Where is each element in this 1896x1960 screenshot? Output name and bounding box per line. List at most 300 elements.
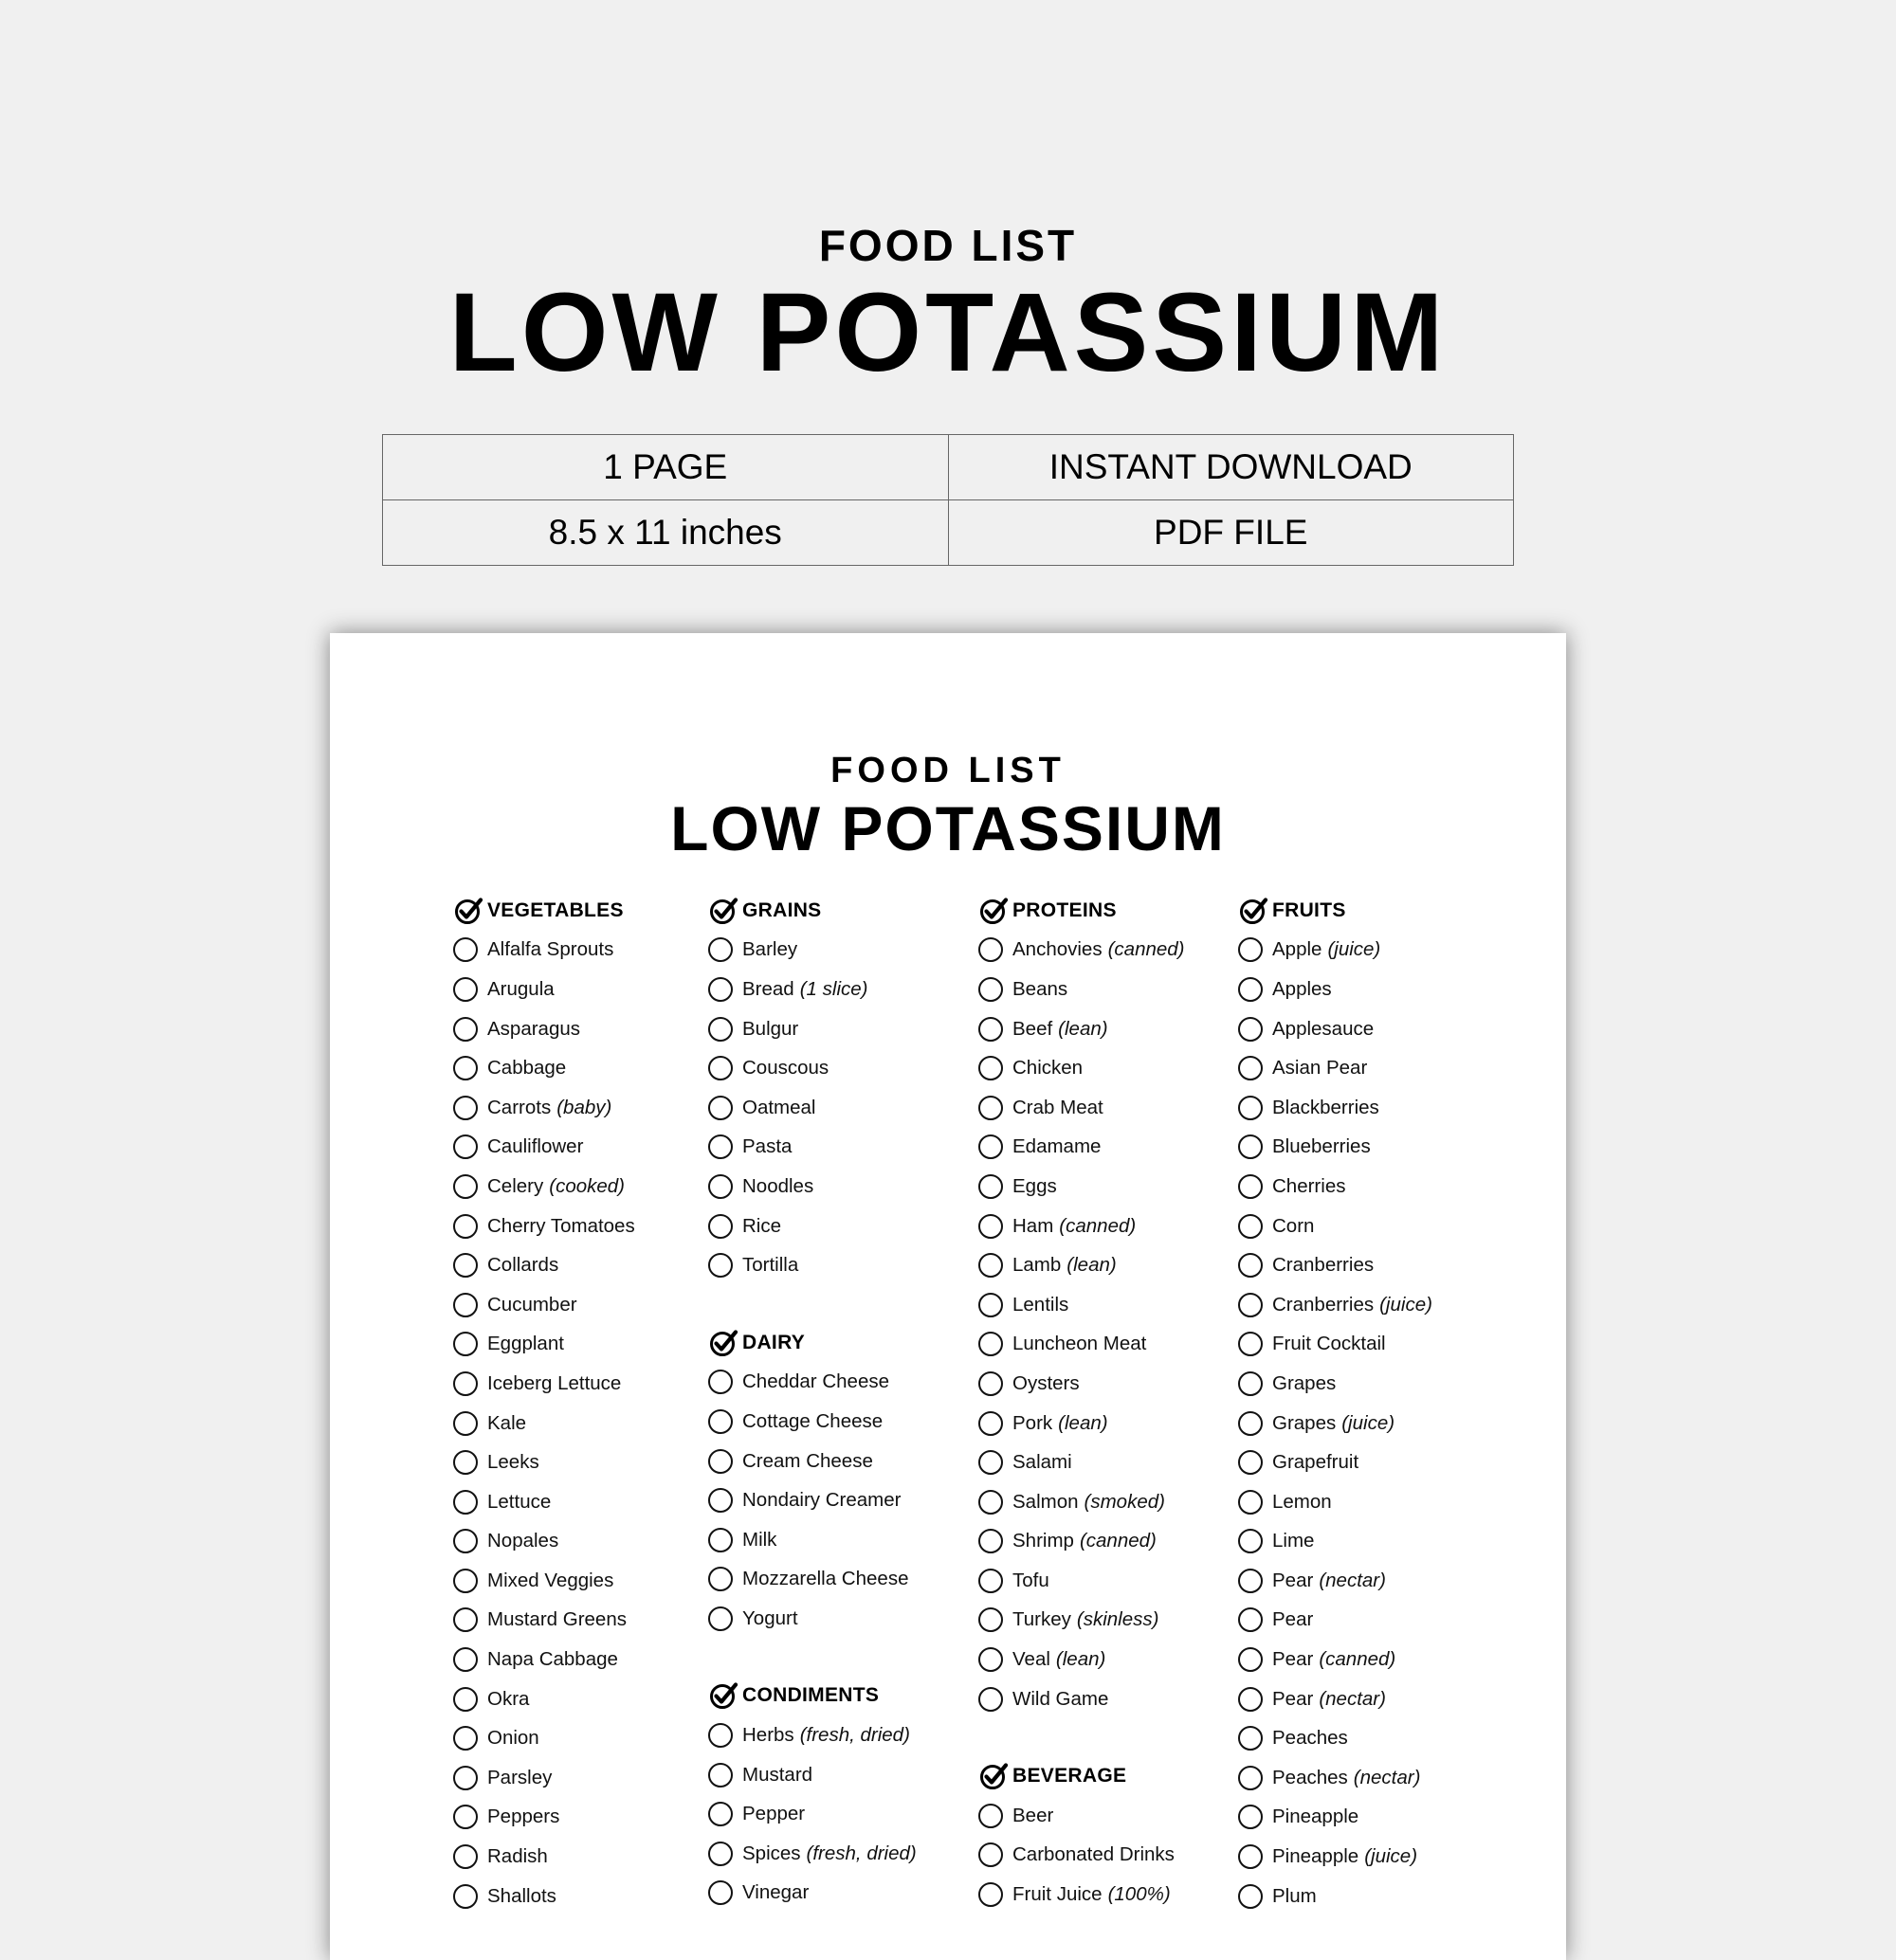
item-name: Okra (487, 1687, 530, 1710)
checklist-item[interactable] (708, 1560, 917, 1600)
checklist-item[interactable] (978, 1836, 1185, 1876)
checklist-item[interactable] (1238, 1640, 1432, 1679)
checkbox-circle-icon[interactable] (708, 1528, 733, 1552)
checkbox-circle-icon[interactable] (453, 1766, 478, 1790)
item-name: Pasta (742, 1135, 793, 1158)
checkbox-circle-icon[interactable] (978, 977, 1003, 1002)
checklist-item[interactable] (708, 1874, 917, 1914)
checklist-item[interactable] (453, 1601, 635, 1641)
hero-kicker: FOOD LIST (818, 221, 1078, 270)
checkbox-circle-icon[interactable] (708, 1842, 733, 1866)
circle-check-icon (708, 1680, 738, 1711)
checklist-item[interactable] (1238, 1207, 1432, 1246)
food-section (708, 1323, 917, 1639)
checkbox-circle-icon[interactable] (978, 1804, 1003, 1828)
checkbox-circle-icon[interactable] (1238, 1569, 1263, 1593)
item-name: Bulgur (742, 1017, 799, 1040)
item-name: Nondairy Creamer (742, 1489, 902, 1512)
checkbox-circle-icon[interactable] (978, 1293, 1003, 1317)
item-name: Lentils (1012, 1293, 1069, 1316)
checklist-item[interactable] (453, 1245, 635, 1285)
checkbox-circle-icon[interactable] (453, 1056, 478, 1080)
checklist-item[interactable] (708, 931, 917, 971)
item-name: Mustard Greens (487, 1608, 627, 1631)
checkbox-circle-icon[interactable] (978, 1017, 1003, 1042)
checklist-item[interactable] (1238, 1404, 1432, 1443)
checkbox-circle-icon[interactable] (1238, 1490, 1263, 1515)
checkbox-circle-icon[interactable] (978, 1490, 1003, 1515)
checklist-item[interactable] (1238, 1482, 1432, 1522)
item-note: (lean) (1055, 1648, 1106, 1671)
item-name: Pork (1012, 1411, 1053, 1434)
checkbox-circle-icon[interactable] (1238, 1411, 1263, 1436)
checklist-item[interactable] (1238, 1679, 1432, 1719)
checklist-item[interactable] (453, 1561, 635, 1601)
checkbox-circle-icon[interactable] (453, 1253, 478, 1278)
checklist-item[interactable] (978, 1245, 1185, 1285)
item-name: Turkey (1012, 1608, 1071, 1631)
item-name: Oatmeal (742, 1096, 816, 1118)
checklist-item[interactable] (708, 1167, 917, 1207)
checklist-item[interactable] (453, 1364, 635, 1404)
checklist-item[interactable] (1238, 1009, 1432, 1049)
checklist-item[interactable] (978, 1207, 1185, 1246)
checkbox-circle-icon[interactable] (708, 1488, 733, 1513)
checkbox-circle-icon[interactable] (708, 1606, 733, 1631)
checklist-item[interactable] (978, 1875, 1185, 1915)
item-name: Lemon (1272, 1490, 1332, 1513)
document-kicker: FOOD LIST (830, 751, 1066, 790)
checklist-item[interactable] (978, 1561, 1185, 1601)
checkbox-circle-icon[interactable] (1238, 1134, 1263, 1159)
checklist-item[interactable] (708, 1128, 917, 1168)
checkbox-circle-icon[interactable] (708, 1567, 733, 1591)
checkbox-circle-icon[interactable] (453, 1174, 478, 1199)
checklist-item[interactable] (708, 1794, 917, 1834)
checkbox-circle-icon[interactable] (453, 1134, 478, 1159)
checklist-item[interactable] (708, 970, 917, 1009)
checkbox-circle-icon[interactable] (1238, 1332, 1263, 1356)
checklist-item[interactable] (978, 1088, 1185, 1128)
checklist-item[interactable] (453, 1718, 635, 1758)
item-note: (skinless) (1076, 1608, 1159, 1631)
item-name: Apples (1272, 977, 1332, 1000)
checkbox-circle-icon[interactable] (978, 1842, 1003, 1867)
checklist-item[interactable] (708, 1520, 917, 1560)
checklist-item[interactable] (978, 1679, 1185, 1719)
checkbox-circle-icon[interactable] (978, 1371, 1003, 1396)
checklist-item[interactable] (708, 1207, 917, 1246)
checkbox-circle-icon[interactable] (1238, 1371, 1263, 1396)
checklist-item[interactable] (1238, 1285, 1432, 1325)
item-name: Carrots (487, 1096, 552, 1118)
checklist-item[interactable] (1238, 1601, 1432, 1641)
item-name: Cranberries (1272, 1254, 1375, 1277)
checkbox-circle-icon[interactable] (708, 1723, 733, 1748)
checklist-item[interactable] (1238, 1877, 1432, 1916)
item-name: Herbs (742, 1724, 794, 1747)
checkbox-circle-icon[interactable] (708, 1763, 733, 1788)
checkbox-circle-icon[interactable] (708, 1056, 733, 1080)
checklist-item[interactable] (1238, 970, 1432, 1009)
checklist-item[interactable] (1238, 1325, 1432, 1365)
checklist-item[interactable] (708, 1088, 917, 1128)
checkbox-circle-icon[interactable] (453, 1647, 478, 1672)
checkbox-circle-icon[interactable] (1238, 937, 1263, 962)
checkbox-circle-icon[interactable] (453, 1490, 478, 1515)
item-note: (juice) (1364, 1845, 1418, 1868)
checkbox-circle-icon[interactable] (1238, 1884, 1263, 1909)
checklist-item[interactable] (1238, 1088, 1432, 1128)
checklist-item[interactable] (978, 1325, 1185, 1365)
item-name: Luncheon Meat (1012, 1333, 1147, 1355)
checklist-item[interactable] (978, 1285, 1185, 1325)
item-name: Rice (742, 1214, 782, 1237)
checkbox-circle-icon[interactable] (708, 1802, 733, 1826)
checklist-item[interactable] (708, 1363, 917, 1403)
checkbox-circle-icon[interactable] (978, 1529, 1003, 1553)
checklist-item[interactable] (453, 1128, 635, 1168)
item-name: Applesauce (1272, 1017, 1375, 1040)
checklist-item[interactable] (1238, 1522, 1432, 1562)
checkbox-circle-icon[interactable] (978, 937, 1003, 962)
food-section (708, 1677, 917, 1914)
item-name: Peaches (1272, 1766, 1348, 1788)
item-name: Peppers (487, 1806, 560, 1828)
checkbox-circle-icon[interactable] (1238, 1844, 1263, 1869)
checkbox-circle-icon[interactable] (1238, 977, 1263, 1002)
checklist-item[interactable] (1238, 1245, 1432, 1285)
item-name: Mustard (742, 1763, 813, 1786)
item-name: Oysters (1012, 1371, 1080, 1394)
checkbox-circle-icon[interactable] (453, 1529, 478, 1553)
checkbox-circle-icon[interactable] (453, 1726, 478, 1751)
item-name: Tofu (1012, 1569, 1049, 1591)
item-name: Collards (487, 1254, 559, 1277)
food-section (978, 891, 1185, 1718)
section-heading-label: BEVERAGE (1012, 1765, 1127, 1788)
checkbox-circle-icon[interactable] (1238, 1529, 1263, 1553)
checkbox-circle-icon[interactable] (453, 1017, 478, 1042)
item-name: Pear (1272, 1648, 1314, 1671)
checkbox-circle-icon[interactable] (453, 1214, 478, 1239)
checklist-item[interactable] (1238, 1128, 1432, 1168)
checkbox-circle-icon[interactable] (978, 1687, 1003, 1712)
checkbox-circle-icon[interactable] (1238, 1253, 1263, 1278)
checklist-item[interactable] (1238, 931, 1432, 971)
info-size: 8.5 x 11 inches (383, 500, 949, 566)
checkbox-circle-icon[interactable] (453, 1687, 478, 1712)
checkbox-circle-icon[interactable] (1238, 1096, 1263, 1120)
item-note: (cooked) (549, 1174, 626, 1197)
checklist-item[interactable] (453, 1404, 635, 1443)
checkbox-circle-icon[interactable] (708, 1134, 733, 1159)
checklist-item[interactable] (978, 1640, 1185, 1679)
checklist-item[interactable] (453, 970, 635, 1009)
item-name: Kale (487, 1411, 527, 1434)
checklist-item[interactable] (1238, 1837, 1432, 1877)
checkbox-circle-icon[interactable] (1238, 1647, 1263, 1672)
checkbox-circle-icon[interactable] (708, 1214, 733, 1239)
checkbox-circle-icon[interactable] (978, 1214, 1003, 1239)
item-name: Alfalfa Sprouts (487, 938, 614, 961)
item-name: Iceberg Lettuce (487, 1371, 622, 1394)
checkbox-circle-icon[interactable] (978, 1411, 1003, 1436)
checkbox-circle-icon[interactable] (453, 1450, 478, 1475)
item-name: Mixed Veggies (487, 1569, 614, 1591)
item-name: Grapefruit (1272, 1451, 1359, 1474)
checkbox-circle-icon[interactable] (708, 1174, 733, 1199)
checklist-item[interactable] (1238, 1798, 1432, 1838)
checkbox-circle-icon[interactable] (1238, 1687, 1263, 1712)
item-name: Cheddar Cheese (742, 1370, 889, 1393)
item-name: Cucumber (487, 1293, 577, 1316)
checklist-item[interactable] (1238, 1048, 1432, 1088)
checklist-item[interactable] (1238, 1561, 1432, 1601)
checklist-item[interactable] (978, 1443, 1185, 1482)
circle-check-icon (708, 1328, 738, 1358)
hero-title: LOW POTASSIUM (448, 270, 1448, 395)
checkbox-circle-icon[interactable] (1238, 1450, 1263, 1475)
item-name: Leeks (487, 1451, 539, 1474)
checkbox-circle-icon[interactable] (978, 1607, 1003, 1632)
section-heading (708, 891, 917, 931)
checklist-item[interactable] (1238, 1364, 1432, 1404)
checkbox-circle-icon[interactable] (1238, 1293, 1263, 1317)
checkbox-circle-icon[interactable] (1238, 1726, 1263, 1751)
item-name: Carbonated Drinks (1012, 1843, 1175, 1866)
item-name: Blackberries (1272, 1096, 1379, 1118)
item-note: (nectar) (1353, 1766, 1421, 1788)
checklist-item[interactable] (453, 1048, 635, 1088)
checklist-item[interactable] (453, 1758, 635, 1798)
checklist-item[interactable] (453, 931, 635, 971)
checklist-item[interactable] (978, 1009, 1185, 1049)
document-title: LOW POTASSIUM (670, 793, 1226, 863)
checklist-item[interactable] (453, 1088, 635, 1128)
checklist-item[interactable] (453, 1207, 635, 1246)
item-note: (baby) (556, 1096, 612, 1118)
checkbox-circle-icon[interactable] (978, 1882, 1003, 1907)
item-note: (fresh, dried) (806, 1842, 917, 1864)
item-note: (smoked) (1084, 1490, 1165, 1513)
section-heading (978, 891, 1185, 931)
checklist-item[interactable] (453, 1443, 635, 1482)
checkbox-circle-icon[interactable] (708, 1017, 733, 1042)
checkbox-circle-icon[interactable] (978, 1174, 1003, 1199)
checkbox-circle-icon[interactable] (1238, 1607, 1263, 1632)
checklist-item[interactable] (708, 1402, 917, 1442)
item-note: (canned) (1107, 938, 1185, 961)
checkbox-circle-icon[interactable] (1238, 1766, 1263, 1790)
checklist-item[interactable] (708, 1480, 917, 1520)
item-name: Lamb (1012, 1254, 1062, 1277)
checklist-item[interactable] (978, 1522, 1185, 1562)
checkbox-circle-icon[interactable] (453, 1096, 478, 1120)
checklist-item[interactable] (1238, 1718, 1432, 1758)
item-name: Eggs (1012, 1174, 1057, 1197)
item-name: Grapes (1272, 1371, 1337, 1394)
checklist-item[interactable] (978, 970, 1185, 1009)
item-name: Mozzarella Cheese (742, 1568, 909, 1590)
item-name: Crab Meat (1012, 1096, 1103, 1118)
food-section (1238, 891, 1432, 1915)
item-name: Vinegar (742, 1881, 810, 1904)
item-note: (canned) (1059, 1214, 1137, 1237)
checkbox-circle-icon[interactable] (1238, 1214, 1263, 1239)
item-name: Celery (487, 1174, 544, 1197)
checklist-item[interactable] (978, 1796, 1185, 1836)
checkbox-circle-icon[interactable] (978, 1332, 1003, 1356)
checklist-item[interactable] (453, 1798, 635, 1838)
item-name: Asian Pear (1272, 1057, 1368, 1080)
checklist-item[interactable] (708, 1715, 917, 1755)
checkbox-circle-icon[interactable] (453, 1332, 478, 1356)
item-note: (nectar) (1319, 1687, 1386, 1710)
checkbox-circle-icon[interactable] (453, 1884, 478, 1909)
checklist-item[interactable] (453, 1837, 635, 1877)
checkbox-circle-icon[interactable] (1238, 1017, 1263, 1042)
checklist-item[interactable] (453, 1679, 635, 1719)
checkbox-circle-icon[interactable] (978, 1569, 1003, 1593)
info-delivery: INSTANT DOWNLOAD (948, 435, 1514, 500)
checklist-item[interactable] (1238, 1758, 1432, 1798)
circle-check-icon (978, 896, 1009, 926)
checkbox-circle-icon[interactable] (453, 1844, 478, 1869)
item-name: Cherry Tomatoes (487, 1214, 635, 1237)
checklist-item[interactable] (708, 1009, 917, 1049)
section-heading-label: PROTEINS (1012, 898, 1117, 921)
checklist-item[interactable] (453, 1325, 635, 1365)
item-name: Barley (742, 938, 798, 961)
checklist-item[interactable] (978, 1048, 1185, 1088)
checklist-item[interactable] (453, 1877, 635, 1916)
checkbox-circle-icon[interactable] (453, 1293, 478, 1317)
section-heading (1238, 891, 1432, 931)
item-name: Veal (1012, 1648, 1050, 1671)
checkbox-circle-icon[interactable] (453, 1569, 478, 1593)
checklist-item[interactable] (978, 1167, 1185, 1207)
food-column (1238, 891, 1432, 1915)
checkbox-circle-icon[interactable] (453, 1805, 478, 1829)
checkbox-circle-icon[interactable] (453, 1607, 478, 1632)
food-section (978, 1756, 1185, 1914)
checkbox-circle-icon[interactable] (1238, 1805, 1263, 1829)
checklist-item[interactable] (978, 1601, 1185, 1641)
item-name: Beans (1012, 977, 1068, 1000)
item-name: Beer (1012, 1804, 1054, 1826)
checkbox-circle-icon[interactable] (708, 1880, 733, 1905)
item-name: Radish (487, 1845, 548, 1868)
item-note: (lean) (1058, 1411, 1108, 1434)
checklist-item[interactable] (453, 1285, 635, 1325)
item-note: (juice) (1327, 938, 1381, 961)
checklist-item[interactable] (453, 1522, 635, 1562)
checkbox-circle-icon[interactable] (978, 1450, 1003, 1475)
item-note: (fresh, dried) (799, 1724, 910, 1747)
item-name: Bread (742, 977, 794, 1000)
circle-check-icon (978, 1761, 1009, 1791)
checkbox-circle-icon[interactable] (453, 977, 478, 1002)
checklist-item[interactable] (1238, 1443, 1432, 1482)
item-name: Salami (1012, 1451, 1072, 1474)
checklist-item[interactable] (978, 1128, 1185, 1168)
checkbox-circle-icon[interactable] (708, 1370, 733, 1394)
item-name: Ham (1012, 1214, 1054, 1237)
section-heading-label: DAIRY (742, 1331, 806, 1353)
item-name: Fruit Cocktail (1272, 1333, 1386, 1355)
checkbox-circle-icon[interactable] (978, 1134, 1003, 1159)
checklist-item[interactable] (453, 1167, 635, 1207)
info-format: PDF FILE (948, 500, 1514, 566)
checklist-item[interactable] (978, 1482, 1185, 1522)
item-name: Chicken (1012, 1057, 1084, 1080)
checkbox-circle-icon[interactable] (1238, 1174, 1263, 1199)
circle-check-icon (708, 896, 738, 926)
item-name: Pear (1272, 1687, 1314, 1710)
food-column (453, 891, 635, 1915)
checkbox-circle-icon[interactable] (453, 937, 478, 962)
checkbox-circle-icon[interactable] (708, 1096, 733, 1120)
checkbox-circle-icon[interactable] (1238, 1056, 1263, 1080)
checklist-item[interactable] (708, 1245, 917, 1285)
checkbox-circle-icon[interactable] (453, 1371, 478, 1396)
item-name: Cranberries (1272, 1293, 1375, 1316)
checkbox-circle-icon[interactable] (978, 1096, 1003, 1120)
checkbox-circle-icon[interactable] (708, 977, 733, 1002)
checkbox-circle-icon[interactable] (978, 1647, 1003, 1672)
item-name: Cauliflower (487, 1135, 584, 1158)
checkbox-circle-icon[interactable] (708, 1449, 733, 1474)
checklist-item[interactable] (708, 1442, 917, 1481)
item-name: Edamame (1012, 1135, 1102, 1158)
item-name: Lettuce (487, 1490, 552, 1513)
checklist-item[interactable] (708, 1755, 917, 1795)
checkbox-circle-icon[interactable] (708, 937, 733, 962)
checkbox-circle-icon[interactable] (708, 1409, 733, 1434)
checklist-item[interactable] (1238, 1167, 1432, 1207)
item-name: Pear (1272, 1608, 1314, 1631)
food-section (708, 891, 917, 1285)
checklist-item[interactable] (453, 1482, 635, 1522)
item-name: Pepper (742, 1803, 806, 1825)
section-heading (708, 1323, 917, 1363)
checkbox-circle-icon[interactable] (453, 1411, 478, 1436)
checkbox-circle-icon[interactable] (978, 1056, 1003, 1080)
checklist-item[interactable] (453, 1640, 635, 1679)
item-name: Tortilla (742, 1254, 799, 1277)
item-name: Cabbage (487, 1057, 567, 1080)
checklist-item[interactable] (708, 1048, 917, 1088)
checklist-item[interactable] (978, 1364, 1185, 1404)
info-pages: 1 PAGE (383, 435, 949, 500)
checklist-item[interactable] (978, 1404, 1185, 1443)
checkbox-circle-icon[interactable] (978, 1253, 1003, 1278)
item-name: Shrimp (1012, 1530, 1074, 1552)
section-heading-label: FRUITS (1272, 898, 1346, 921)
document-preview (330, 633, 1566, 1960)
item-name: Napa Cabbage (487, 1648, 618, 1671)
section-heading (453, 891, 635, 931)
checklist-item[interactable] (453, 1009, 635, 1049)
item-name: Wild Game (1012, 1687, 1109, 1710)
checklist-item[interactable] (708, 1834, 917, 1874)
checklist-item[interactable] (708, 1599, 917, 1639)
checklist-item[interactable] (978, 931, 1185, 971)
checkbox-circle-icon[interactable] (708, 1253, 733, 1278)
item-note: (canned) (1319, 1648, 1396, 1671)
item-note: (lean) (1066, 1254, 1117, 1277)
